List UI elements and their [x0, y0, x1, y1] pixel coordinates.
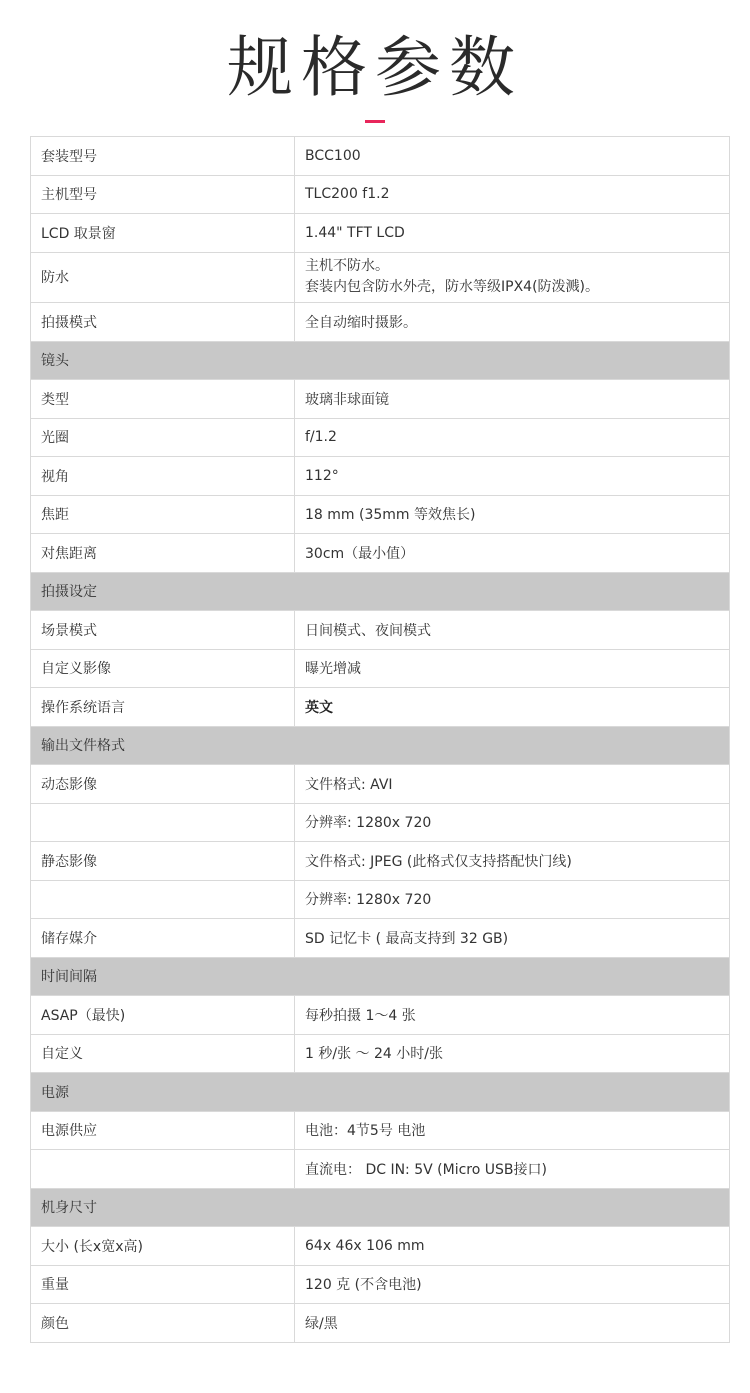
- spec-value: 30cm（最小值）: [305, 545, 415, 562]
- spec-value: 分辨率: 1280x 720: [305, 892, 432, 909]
- title-underline-accent: [365, 120, 385, 123]
- spec-label: 防水: [31, 253, 295, 303]
- spec-row: [31, 919, 729, 958]
- spec-row: [31, 496, 729, 535]
- spec-row: [31, 303, 729, 342]
- spec-value: BCC100: [305, 147, 361, 164]
- page-title: 规格参数: [227, 29, 523, 106]
- section-spacer: [295, 727, 729, 765]
- spec-value: SD 记忆卡 ( 最高支持到 32 GB): [305, 930, 509, 947]
- spec-label: 拍摄模式: [31, 303, 295, 341]
- spec-label: [31, 804, 295, 842]
- spec-value: 1 秒/张 ～ 24 小时/张: [305, 1046, 443, 1063]
- spec-value-line: 主机不防水。: [305, 258, 389, 275]
- section-header-row: [31, 958, 729, 997]
- spec-value: 绿/黑: [305, 1315, 338, 1332]
- spec-row: [31, 253, 729, 304]
- spec-row: [31, 650, 729, 689]
- section-header-row: [31, 1073, 729, 1112]
- spec-label: 套装型号: [31, 137, 295, 175]
- spec-row: [31, 804, 729, 843]
- spec-value: 18 mm (35mm 等效焦长): [305, 507, 476, 524]
- spec-label: 操作系统语言: [31, 688, 295, 726]
- section-title: 拍摄设定: [41, 584, 97, 601]
- spec-row: [31, 176, 729, 215]
- spec-value: 分辨率: 1280x 720: [305, 815, 432, 832]
- section-title: 时间间隔: [41, 969, 97, 986]
- spec-label: 主机型号: [31, 176, 295, 214]
- spec-label: 大小 (长x宽x高): [31, 1227, 295, 1265]
- spec-label: 焦距: [31, 496, 295, 534]
- spec-row: [31, 765, 729, 804]
- spec-label: 自定义: [31, 1035, 295, 1073]
- spec-label: LCD 取景窗: [31, 214, 295, 252]
- spec-label: ASAP（最快): [31, 996, 295, 1034]
- spec-value: 玻璃非球面镜: [305, 391, 389, 408]
- spec-row: [31, 688, 729, 727]
- spec-value: 曝光增减: [305, 661, 361, 678]
- spec-value: [295, 253, 729, 303]
- spec-label: [31, 1150, 295, 1188]
- section-spacer: [295, 1189, 729, 1227]
- spec-label: 对焦距离: [31, 534, 295, 572]
- spec-value: TLC200 f1.2: [305, 186, 390, 203]
- spec-row: [31, 842, 729, 881]
- section-header-row: [31, 573, 729, 612]
- spec-row: [31, 1266, 729, 1305]
- spec-value: 电池：4节5号 电池: [305, 1123, 426, 1140]
- section-spacer: [295, 573, 729, 611]
- spec-row: [31, 1035, 729, 1074]
- spec-label: 重量: [31, 1266, 295, 1304]
- section-spacer: [295, 342, 729, 380]
- spec-label: 电源供应: [31, 1112, 295, 1150]
- spec-row: [31, 380, 729, 419]
- section-header-row: [31, 1189, 729, 1228]
- section-title: 镜头: [41, 353, 69, 370]
- spec-row: [31, 534, 729, 573]
- spec-value-line: 套装内包含防水外壳，防水等级IPX4(防泼溅)。: [305, 279, 599, 296]
- spec-label: 自定义影像: [31, 650, 295, 688]
- spec-row: [31, 996, 729, 1035]
- spec-row: [31, 1150, 729, 1189]
- section-spacer: [295, 958, 729, 996]
- spec-value: 64x 46x 106 mm: [305, 1237, 425, 1254]
- spec-row: [31, 1227, 729, 1266]
- spec-label: 视角: [31, 457, 295, 495]
- section-title: 机身尺寸: [41, 1200, 97, 1217]
- spec-label: 颜色: [31, 1304, 295, 1342]
- section-header-row: [31, 727, 729, 766]
- section-title: 电源: [41, 1084, 69, 1101]
- spec-row: [31, 1112, 729, 1151]
- spec-value: 文件格式: AVI: [305, 776, 393, 793]
- spec-label: 静态影像: [31, 842, 295, 880]
- spec-value: 全自动缩时摄影。: [305, 314, 417, 331]
- spec-table: [30, 136, 730, 1343]
- spec-value: 120 克 (不含电池): [305, 1277, 422, 1294]
- spec-row: [31, 881, 729, 920]
- spec-value: 1.44" TFT LCD: [305, 224, 405, 241]
- spec-row: [31, 214, 729, 253]
- spec-label: 类型: [31, 380, 295, 418]
- spec-value: f/1.2: [305, 429, 337, 446]
- spec-value: 112°: [305, 467, 339, 484]
- spec-label: 动态影像: [31, 765, 295, 803]
- spec-value: 直流电： DC IN: 5V (Micro USB接口): [305, 1161, 547, 1178]
- spec-label: 场景模式: [31, 611, 295, 649]
- section-spacer: [295, 1073, 729, 1111]
- spec-row: [31, 419, 729, 458]
- section-title: 输出文件格式: [41, 738, 125, 755]
- spec-value: 文件格式: JPEG (此格式仅支持搭配快门线): [305, 853, 572, 870]
- spec-value: 英文: [305, 699, 333, 716]
- spec-row: [31, 457, 729, 496]
- spec-value: 每秒拍摄 1～4 张: [305, 1007, 416, 1024]
- section-header-row: [31, 342, 729, 381]
- spec-row: [31, 137, 729, 176]
- spec-label: 光圈: [31, 419, 295, 457]
- spec-row: [31, 611, 729, 650]
- spec-value: 日间模式、夜间模式: [305, 622, 431, 639]
- spec-label: [31, 881, 295, 919]
- spec-label: 储存媒介: [31, 919, 295, 957]
- spec-row: [31, 1304, 729, 1343]
